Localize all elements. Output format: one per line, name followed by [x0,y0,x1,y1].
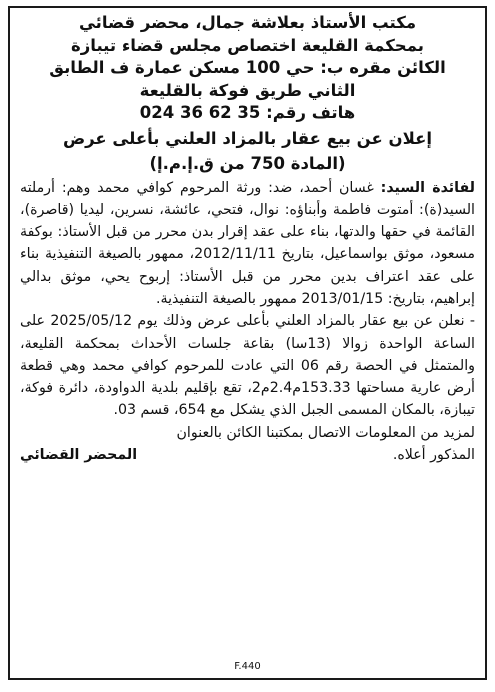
paragraph-sale: - نعلن عن بيع عقار بالمزاد العلني بأعلى عرض وذلك يوم 2025/05/12 على الساعة الواحدة زوالا (13سا) بقاعة جلسات الأحداث بمحكمة القليعة، والمتمثل في الحصة رقم 06 التي عادت للمرحوم كوافي محمد وهي قطعة أرض عارية مساحتها 153.33م2.4م2، تقع بإقليم بلدية الدواودة، دائرة فوكة، تيبازة، بالمكان المسمى الجبل الذي يشكل مع 654، قسم 03. [20,313,475,419]
header-line-2: بمحكمة القليعة اختصاص مجلس قضاء تيبازة [71,35,424,55]
closing-text: المذكور أعلاه. [392,447,475,464]
notice-frame [8,6,487,680]
closing-row [20,444,475,466]
notice-body [20,177,475,467]
paragraph-parties-text: غسان أحمد، ضد: ورثة المرحوم كوافي محمد وهم: أرملته السيد(ة): أمتوت فاطمة وأبناؤه: نوال، فتحي، عائشة، نسرين، ليديا (قاصرة)، القائمة في حقها والدتها، بناء على عقد إقرار بدن محرر من قبل الأستاذ: بوكفة مسعود، موثق بواسماعيل، بتاريخ 2012/11/11، ممهور بالصيغة التنفيذية بناء على عقد اعتراف بدين محرر من قبل الأستاذ: إربوح يحي، موثق بدالي إبراهيم، بتاريخ: 2013/01/15 ممهور بالصيغة التنفيذية. [20,179,475,307]
beneficiary-label: لفائدة السيد: [380,179,475,196]
signature: المحضر القضائي [20,447,138,464]
title-line-2: (المادة 750 من ق.إ.م.إ) [149,153,346,173]
header-phone: هاتف رقم: 35 62 36 024 [139,103,356,122]
notice-code: F.440 [234,661,261,672]
paragraph-contact: لمزيد من المعلومات الاتصال بمكتبنا الكائن بالعنوان [176,424,475,441]
header-line-4: الثاني طريق فوكة بالقليعة [139,80,356,100]
paragraph-parties [20,177,475,311]
office-header [20,12,475,125]
header-line-1: مكتب الأستاذ بعلاشة جمال، محضر قضائي [78,13,417,32]
notice-title [20,127,475,175]
header-line-3: الكائن مقره ب: حي 100 مسكن عمارة ف الطابق [49,58,446,77]
title-line-1: إعلان عن بيع عقار بالمزاد العلني بأعلى عرض [62,128,433,148]
